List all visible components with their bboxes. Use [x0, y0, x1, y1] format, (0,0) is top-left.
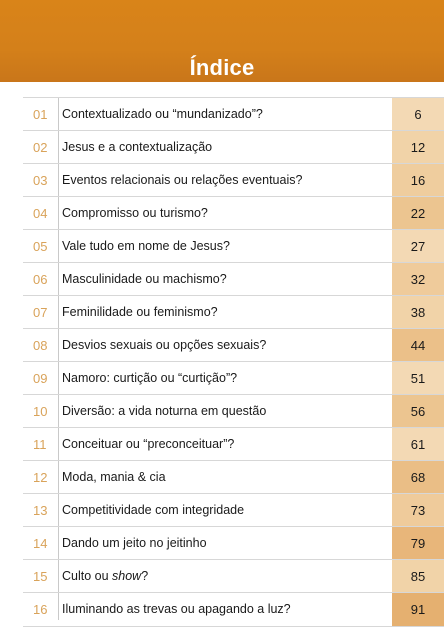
chapter-title: Vale tudo em nome de Jesus?: [62, 239, 230, 253]
page-number: 12: [392, 131, 444, 164]
toc-row: [23, 493, 444, 527]
toc-row: [23, 328, 444, 362]
chapter-number: 07: [33, 305, 48, 320]
toc-row: [23, 394, 444, 428]
toc-row: [23, 361, 444, 395]
page-number: 32: [392, 263, 444, 296]
chapter-title: Competitividade com integridade: [62, 503, 245, 517]
chapter-number: 10: [33, 404, 48, 419]
page-number: 56: [392, 395, 444, 428]
page-number: 6: [392, 98, 444, 131]
table-of-contents: [23, 97, 444, 620]
chapter-title-part: Culto ou: [62, 569, 113, 583]
chapter-title: Namoro: curtição ou “curtição”?: [62, 371, 238, 385]
page-number: 51: [392, 362, 444, 395]
chapter-title: Conceituar ou “preconceituar”?: [62, 437, 235, 451]
chapter-number: 14: [33, 536, 48, 551]
chapter-number: 12: [33, 470, 48, 485]
toc-row: [23, 163, 444, 197]
page-number: 91: [392, 593, 444, 626]
chapter-number: 15: [33, 569, 48, 584]
chapter-number: 04: [33, 206, 48, 221]
toc-row: [23, 130, 444, 164]
page-number: 68: [392, 461, 444, 494]
chapter-title: Desvios sexuais ou opções sexuais?: [62, 338, 267, 352]
chapter-title: Feminilidade ou feminismo?: [62, 305, 218, 319]
page-number: 44: [392, 329, 444, 362]
chapter-title: Diversão: a vida noturna em questão: [62, 404, 267, 418]
chapter-number: 13: [33, 503, 48, 518]
page-title: Índice: [189, 55, 255, 80]
chapter-title: Dando um jeito no jeitinho: [62, 536, 207, 550]
toc-row: [23, 559, 444, 593]
page-number: 79: [392, 527, 444, 560]
page-number: 16: [392, 164, 444, 197]
toc-row: [23, 592, 444, 627]
chapter-title-emphasis: show: [112, 569, 142, 583]
chapter-title: Iluminando as trevas ou apagando a luz?: [62, 602, 291, 616]
chapter-number: 02: [33, 140, 48, 155]
toc-row: [23, 460, 444, 494]
page-number: 38: [392, 296, 444, 329]
toc-row: [23, 262, 444, 296]
chapter-title: Moda, mania & cia: [62, 470, 166, 484]
chapter-number: 08: [33, 338, 48, 353]
chapter-number: 16: [33, 602, 48, 617]
chapter-title: Masculinidade ou machismo?: [62, 272, 227, 286]
chapter-number: 11: [33, 437, 47, 452]
chapter-number: 03: [33, 173, 48, 188]
chapter-number: 05: [33, 239, 48, 254]
chapter-number: 09: [33, 371, 48, 386]
page-number: 61: [392, 428, 444, 461]
toc-row: [23, 295, 444, 329]
toc-row: [23, 526, 444, 560]
toc-row: [23, 229, 444, 263]
chapter-title: Jesus e a contextualização: [62, 140, 213, 154]
page-number: 27: [392, 230, 444, 263]
toc-row: [23, 97, 444, 131]
chapter-title: Compromisso ou turismo?: [62, 206, 208, 220]
toc-row: [23, 196, 444, 230]
chapter-number: 06: [33, 272, 48, 287]
chapter-number: 01: [33, 107, 48, 122]
chapter-title: [62, 560, 148, 593]
chapter-title: Contextualizado ou “mundanizado”?: [62, 107, 263, 121]
chapter-title-part: ?: [141, 569, 149, 583]
toc-row: [23, 427, 444, 461]
page-number: 22: [392, 197, 444, 230]
page-number: 85: [392, 560, 444, 593]
chapter-title: Eventos relacionais ou relações eventuais?: [62, 173, 303, 187]
page-number: 73: [392, 494, 444, 527]
